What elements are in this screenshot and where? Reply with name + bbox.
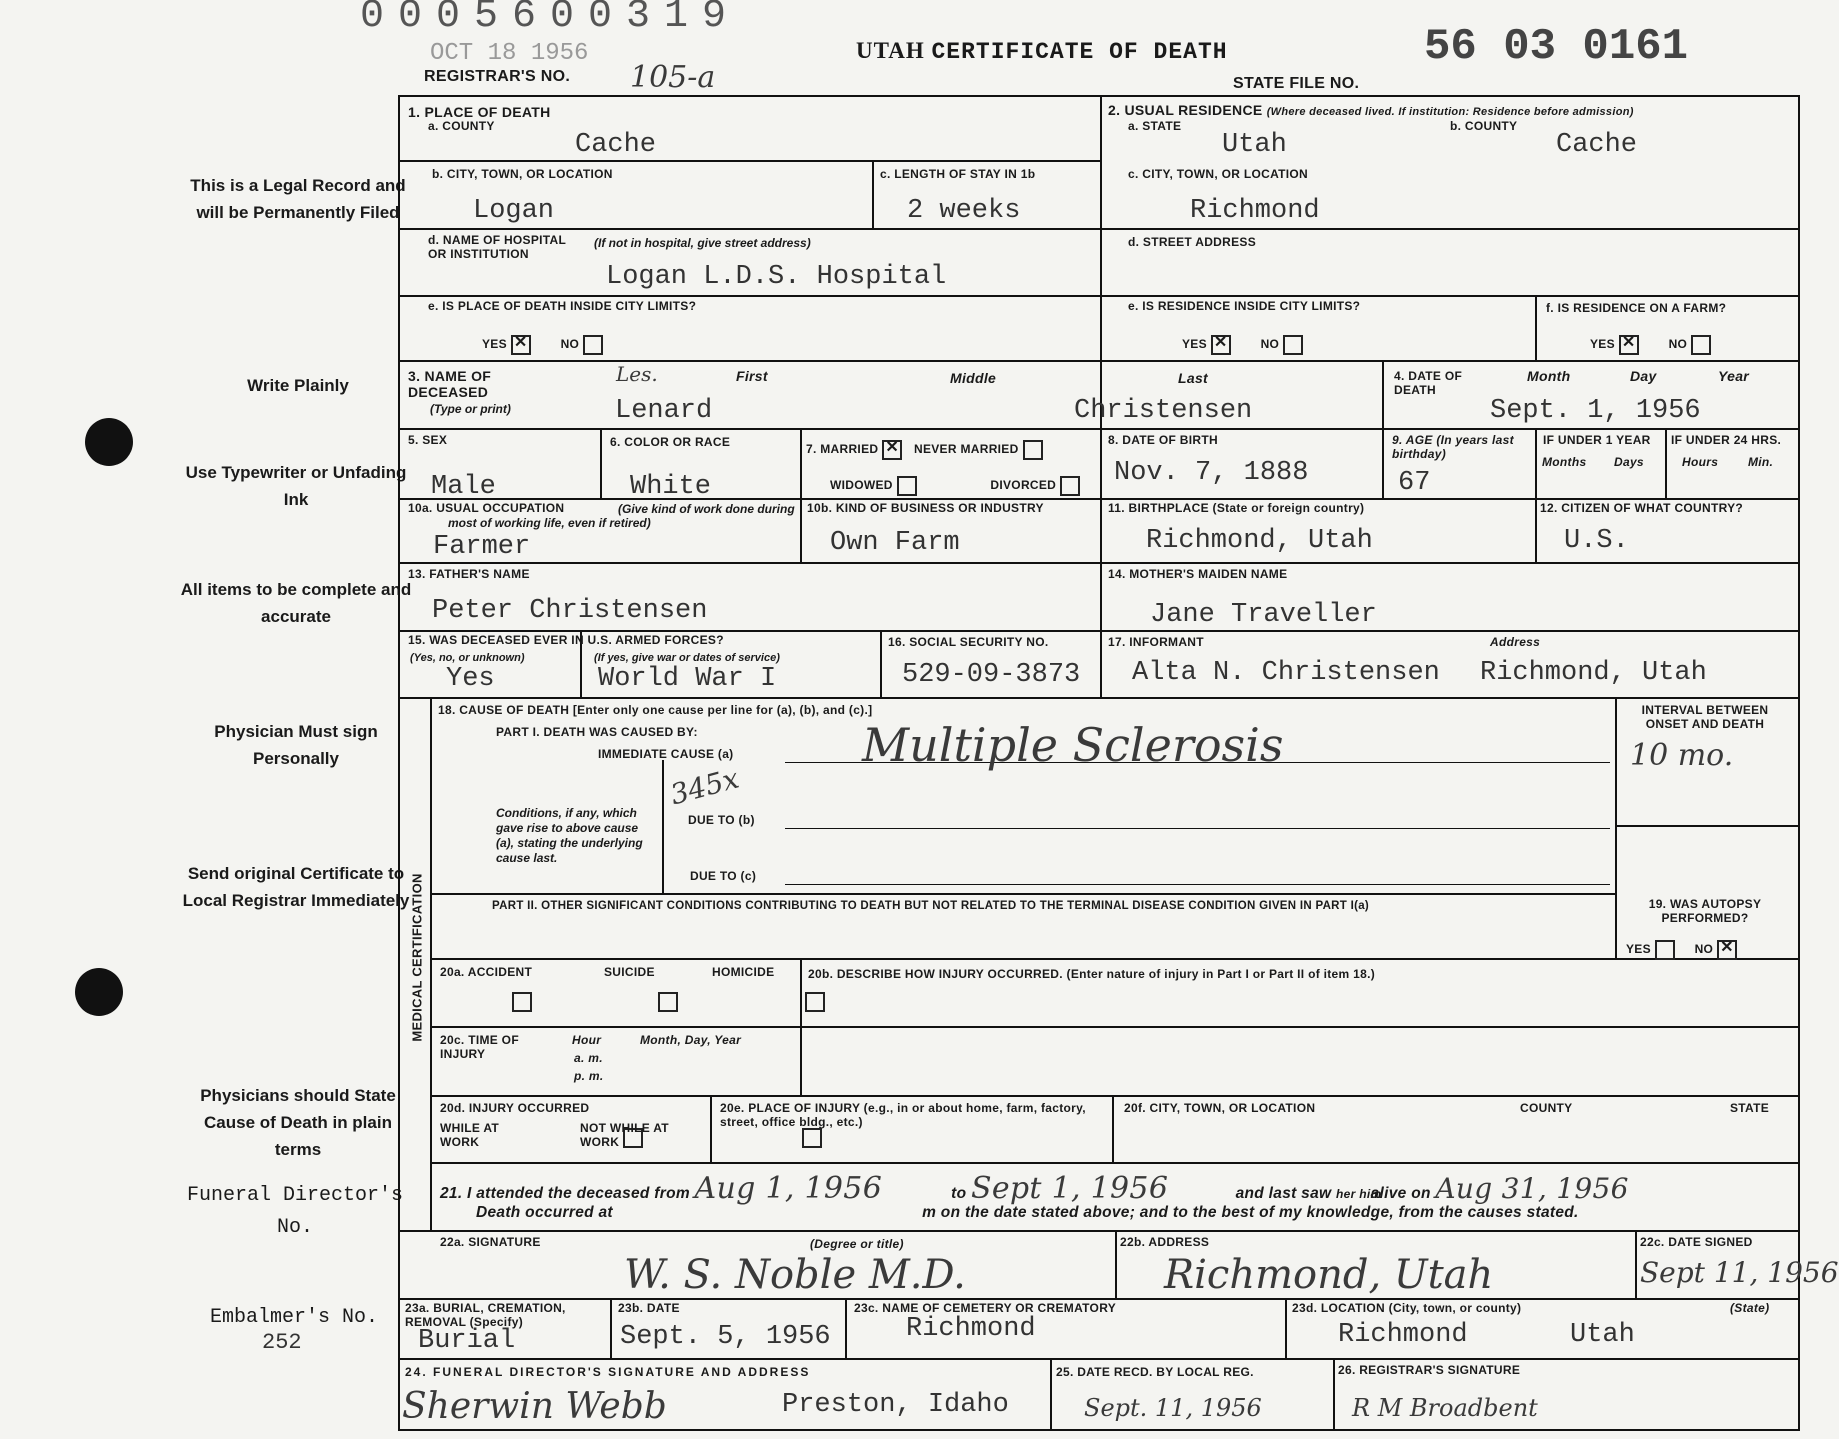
attended-row: 21. I attended the deceased from Aug 1, 1956 to Sept 1, 1956 and last saw her him alive on Aug 31, 1956 xyxy=(440,1171,1629,1206)
state-file-number: 56 03 0161 xyxy=(1424,22,1689,72)
cemetery-label: 23c. NAME OF CEMETERY OR CREMATORY xyxy=(854,1301,1117,1315)
due-to-b-label: DUE TO (b) xyxy=(688,813,755,827)
married-checkbox[interactable] xyxy=(882,440,902,460)
armed-forces: Yes xyxy=(446,664,495,694)
min-label: Min. xyxy=(1748,455,1774,469)
business-label: 10b. KIND OF BUSINESS OR INDUSTRY xyxy=(807,501,1044,515)
burial-location-label: 23d. LOCATION (City, town, or county) xyxy=(1292,1301,1522,1315)
title-utah: UTAH xyxy=(856,38,925,63)
attended-from: Aug 1, 1956 xyxy=(694,1171,883,1206)
while-at-work-label: WHILE AT WORK xyxy=(440,1121,500,1149)
sidebar-legal-record: This is a Legal Record and will be Permanently Filed xyxy=(190,176,406,223)
middle-label: Middle xyxy=(950,370,997,386)
autopsy-label: 19. WAS AUTOPSY PERFORMED? xyxy=(1648,897,1762,925)
war-service: World War I xyxy=(598,664,777,694)
age-label: 9. AGE (In years last birthday) xyxy=(1392,433,1514,461)
inside-city-options: YES✕ NO xyxy=(482,335,603,355)
registrar-signature-label: 26. REGISTRAR'S SIGNATURE xyxy=(1338,1363,1521,1377)
burial-date-label: 23b. DATE xyxy=(618,1301,680,1315)
residence-label xyxy=(1108,102,1634,119)
residence-label-text: 2. USUAL RESIDENCE xyxy=(1108,102,1263,118)
widowed-checkbox[interactable] xyxy=(897,476,917,496)
stamp-date: OCT 18 1956 xyxy=(430,40,589,67)
residence-inside-yes-checkbox[interactable] xyxy=(1211,335,1231,355)
last-name: Christensen xyxy=(1074,396,1253,426)
funeral-director-address: Preston, Idaho xyxy=(782,1390,1009,1420)
sidebar-embalmer-no: Embalmer's No. xyxy=(209,1306,379,1329)
place-injury-label: 20e. PLACE OF INJURY (e.g., in or about home, farm, factory, street, office bldg., etc.) xyxy=(720,1101,1086,1129)
funeral-director-signature: Sherwin Webb xyxy=(402,1386,667,1427)
residence-inside-no-checkbox[interactable] xyxy=(1283,335,1303,355)
punch-hole-bottom xyxy=(75,968,123,1016)
part1-label: PART I. DEATH WAS CAUSED BY: xyxy=(496,725,698,739)
mdy-label: Month, Day, Year xyxy=(640,1033,742,1047)
physician-signature: W. S. Noble M.D. xyxy=(624,1252,966,1298)
sex-label: 5. SEX xyxy=(408,433,448,447)
burial-location-state: Utah xyxy=(1570,1320,1635,1350)
divorced-checkbox[interactable] xyxy=(1060,476,1080,496)
injury-occurred-label: 20d. INJURY OCCURRED xyxy=(440,1101,590,1115)
father-name: Peter Christensen xyxy=(432,596,708,626)
birthplace: Richmond, Utah xyxy=(1146,526,1373,556)
burial-state-label: (State) xyxy=(1730,1301,1770,1315)
armed-hint-2: (If yes, give war or dates of service) xyxy=(594,652,780,664)
farm-label: f. IS RESIDENCE ON A FARM? xyxy=(1546,301,1727,315)
autopsy-no-checkbox[interactable] xyxy=(1717,940,1737,960)
marital-widowed: WIDOWED DIVORCED xyxy=(830,476,1080,496)
father-label: 13. FATHER'S NAME xyxy=(408,567,530,581)
birthplace-label: 11. BIRTHPLACE (State or foreign country) xyxy=(1108,501,1365,515)
funeral-director-label: 24. FUNERAL DIRECTOR'S SIGNATURE AND ADDRESS xyxy=(405,1365,811,1379)
informant-label: 17. INFORMANT xyxy=(1108,635,1204,649)
days-label: Days xyxy=(1614,455,1644,469)
punch-hole-top xyxy=(85,418,133,466)
first-label: First xyxy=(736,368,768,384)
physician-address: Richmond, Utah xyxy=(1164,1252,1494,1298)
death-county: Cache xyxy=(575,130,657,160)
medical-certification-label: MEDICAL CERTIFICATION xyxy=(409,873,425,1042)
first-name-handwritten: Les. xyxy=(616,362,658,386)
hours-label: Hours xyxy=(1682,455,1719,469)
stay-label: c. LENGTH OF STAY IN 1b xyxy=(880,167,1036,181)
race: White xyxy=(630,472,712,502)
date-of-death: Sept. 1, 1956 xyxy=(1490,396,1701,426)
hospital-hint: (If not in hospital, give street address) xyxy=(594,236,811,250)
year-label: Year xyxy=(1718,368,1750,384)
suicide-checkbox[interactable] xyxy=(658,992,678,1012)
death-city: Logan xyxy=(473,196,555,226)
time-injury-label: 20c. TIME OF INJURY xyxy=(440,1033,519,1061)
under-1-year-label: IF UNDER 1 YEAR xyxy=(1543,433,1651,447)
immediate-cause: Multiple Sclerosis xyxy=(862,718,1284,772)
interval-label: INTERVAL BETWEEN ONSET AND DEATH xyxy=(1641,703,1769,731)
informant-name: Alta N. Christensen xyxy=(1132,658,1440,688)
not-while-at-work-label: NOT WHILE AT WORK xyxy=(580,1121,669,1149)
race-label: 6. COLOR OR RACE xyxy=(610,435,731,449)
sidebar-physicians-state: Physicians should State Cause of Death in plain terms xyxy=(200,1086,396,1160)
homicide-checkbox[interactable] xyxy=(805,992,825,1012)
last-label: Last xyxy=(1178,370,1208,386)
business: Own Farm xyxy=(830,528,960,558)
residence-city-label: c. CITY, TOWN, OR LOCATION xyxy=(1128,167,1309,181)
sex: Male xyxy=(431,472,496,502)
sidebar-typewriter: Use Typewriter or Unfading Ink xyxy=(185,463,407,510)
part2-label: PART II. OTHER SIGNIFICANT CONDITIONS CONTRIBUTING TO DEATH BUT NOT RELATED TO THE TERMINAL DISEASE CONDITION GIVEN IN PART I(a) xyxy=(492,900,1370,912)
registrar-signature: R M Broadbent xyxy=(1352,1394,1538,1422)
under-24-hrs-label: IF UNDER 24 HRS. xyxy=(1671,433,1782,447)
inside-city-no-checkbox[interactable] xyxy=(583,335,603,355)
mother-label: 14. MOTHER'S MAIDEN NAME xyxy=(1108,567,1288,581)
ssn-label: 16. SOCIAL SECURITY NO. xyxy=(888,635,1049,649)
hospital-name: Logan L.D.S. Hospital xyxy=(606,262,947,292)
never-married-checkbox[interactable] xyxy=(1023,440,1043,460)
alive-date: Aug 31, 1956 xyxy=(1435,1172,1629,1205)
age: 67 xyxy=(1398,468,1431,498)
stay-length: 2 weeks xyxy=(907,196,1021,226)
residence-state: Utah xyxy=(1222,130,1287,160)
death-county-label: a. COUNTY xyxy=(428,119,495,133)
day-label: Day xyxy=(1630,368,1657,384)
citizen-label: 12. CITIZEN OF WHAT COUNTRY? xyxy=(1540,501,1744,515)
months-label: Months xyxy=(1542,455,1587,469)
residence-county-label: b. COUNTY xyxy=(1450,119,1518,133)
date-signed-label: 22c. DATE SIGNED xyxy=(1640,1235,1753,1249)
county-injury-label: COUNTY xyxy=(1520,1101,1573,1115)
armed-hint-1: (Yes, no, or unknown) xyxy=(410,652,525,664)
marital-married: 7. MARRIED✕ NEVER MARRIED xyxy=(806,440,1043,460)
date-received-label: 25. DATE RECD. BY LOCAL REG. xyxy=(1056,1365,1254,1379)
signature-label: 22a. SIGNATURE xyxy=(440,1235,541,1249)
date-of-death-label: 4. DATE OF DEATH xyxy=(1394,369,1463,397)
title-certificate: CERTIFICATE OF DEATH xyxy=(931,39,1228,65)
immediate-cause-label: IMMEDIATE CAUSE (a) xyxy=(598,747,734,761)
farm-no-checkbox[interactable] xyxy=(1691,335,1711,355)
not-while-at-work-checkbox[interactable] xyxy=(802,1128,822,1148)
death-city-label: b. CITY, TOWN, OR LOCATION xyxy=(432,167,613,181)
physician-address-label: 22b. ADDRESS xyxy=(1120,1235,1210,1249)
pm-label: p. m. xyxy=(574,1069,604,1083)
sidebar-physician-sign: Physician Must sign Personally xyxy=(214,722,378,769)
residence-state-label: a. STATE xyxy=(1128,119,1182,133)
accident-checkbox[interactable] xyxy=(512,992,532,1012)
embalmer-value: 252 xyxy=(262,1330,302,1355)
conditions-note: Conditions, if any, which gave rise to above cause (a), stating the underlying cause last. xyxy=(496,806,643,865)
am-label: a. m. xyxy=(574,1051,603,1065)
burial-location-city: Richmond xyxy=(1338,1320,1468,1350)
sidebar-funeral-no: Funeral Director's No. xyxy=(186,1184,404,1239)
farm-options: YES✕ NO xyxy=(1590,335,1711,355)
injury-description-label: 20b. DESCRIBE HOW INJURY OCCURRED. (Enter nature of injury in Part I or Part II of item 18.) xyxy=(808,967,1376,981)
cemetery: Richmond xyxy=(906,1314,1036,1344)
state-file-label: STATE FILE NO. xyxy=(1233,75,1360,92)
date-signed: Sept 11, 1956 xyxy=(1640,1256,1839,1289)
occupation-label: 10a. USUAL OCCUPATION xyxy=(408,501,565,515)
registrar-no-label: REGISTRAR'S NO. xyxy=(424,68,571,85)
burial-date: Sept. 5, 1956 xyxy=(620,1322,831,1352)
deceased-name-label: 3. NAME OF DECEASED xyxy=(408,368,492,401)
occupation-hint: (Give kind of work done during most of working life, even if retired) xyxy=(448,502,795,530)
autopsy-options: YES NO✕ xyxy=(1626,940,1737,960)
place-of-death-label: 1. PLACE OF DEATH xyxy=(408,104,551,120)
deceased-name-hint: (Type or print) xyxy=(430,402,511,416)
suicide-label: SUICIDE xyxy=(604,965,655,979)
hospital-label: d. NAME OF HOSPITAL OR INSTITUTION xyxy=(428,233,566,261)
residence-inside-label: e. IS RESIDENCE INSIDE CITY LIMITS? xyxy=(1128,299,1361,313)
inside-city-yes-checkbox[interactable] xyxy=(511,335,531,355)
autopsy-yes-checkbox[interactable] xyxy=(1655,940,1675,960)
informant-address: Richmond, Utah xyxy=(1480,658,1707,688)
street-address-label: d. STREET ADDRESS xyxy=(1128,235,1257,249)
hour-label: Hour xyxy=(572,1033,602,1047)
burial-type-label: 23a. BURIAL, CREMATION, REMOVAL (Specify) xyxy=(405,1301,566,1329)
homicide-label: HOMICIDE xyxy=(712,965,775,979)
sidebar-complete: All items to be complete and accurate xyxy=(180,580,412,627)
occupation: Farmer xyxy=(433,532,531,562)
residence-county: Cache xyxy=(1556,130,1638,160)
attended-to: Sept 1, 1956 xyxy=(971,1171,1169,1206)
city-injury-label: 20f. CITY, TOWN, OR LOCATION xyxy=(1124,1101,1316,1115)
month-label: Month xyxy=(1527,368,1571,384)
informant-address-label: Address xyxy=(1490,635,1541,649)
death-occurred-row: Death occurred at m on the date stated above; and to the best of my knowledge, from the causes stated. xyxy=(476,1204,1579,1221)
sidebar-write-plainly: Write Plainly xyxy=(247,376,349,395)
citizen: U.S. xyxy=(1564,526,1629,556)
residence-city: Richmond xyxy=(1190,196,1320,226)
mother-name: Jane Traveller xyxy=(1150,600,1377,630)
residence-inside-options: YES✕ NO xyxy=(1182,335,1303,355)
farm-yes-checkbox[interactable] xyxy=(1619,335,1639,355)
cause-label: 18. CAUSE OF DEATH [Enter only one cause per line for (a), (b), and (c).] xyxy=(438,703,873,717)
due-to-c-label: DUE TO (c) xyxy=(690,869,757,883)
form-title xyxy=(856,38,1228,65)
dob: Nov. 7, 1888 xyxy=(1114,458,1309,488)
degree-label: (Degree or title) xyxy=(810,1237,904,1251)
accident-label: 20a. ACCIDENT xyxy=(440,965,533,979)
first-name: Lenard xyxy=(615,396,713,426)
state-injury-label: STATE xyxy=(1730,1101,1770,1115)
armed-forces-label: 15. WAS DECEASED EVER IN U.S. ARMED FORCES? xyxy=(408,633,724,647)
registrar-no: 105-a xyxy=(630,60,716,95)
cause-code: 345x xyxy=(666,761,743,812)
ssn: 529-09-3873 xyxy=(902,660,1081,690)
dob-label: 8. DATE OF BIRTH xyxy=(1108,433,1218,447)
sidebar-send-original: Send original Certificate to Local Registrar Immediately xyxy=(182,864,410,911)
residence-hint: (Where deceased lived. If institution: Residence before admission) xyxy=(1266,106,1634,118)
interval: 10 mo. xyxy=(1630,738,1734,773)
stamp-number: 0005600319 xyxy=(360,0,741,39)
date-received: Sept. 11, 1956 xyxy=(1084,1394,1262,1422)
inside-city-label: e. IS PLACE OF DEATH INSIDE CITY LIMITS? xyxy=(428,299,697,313)
burial-type: Burial xyxy=(418,1326,516,1356)
